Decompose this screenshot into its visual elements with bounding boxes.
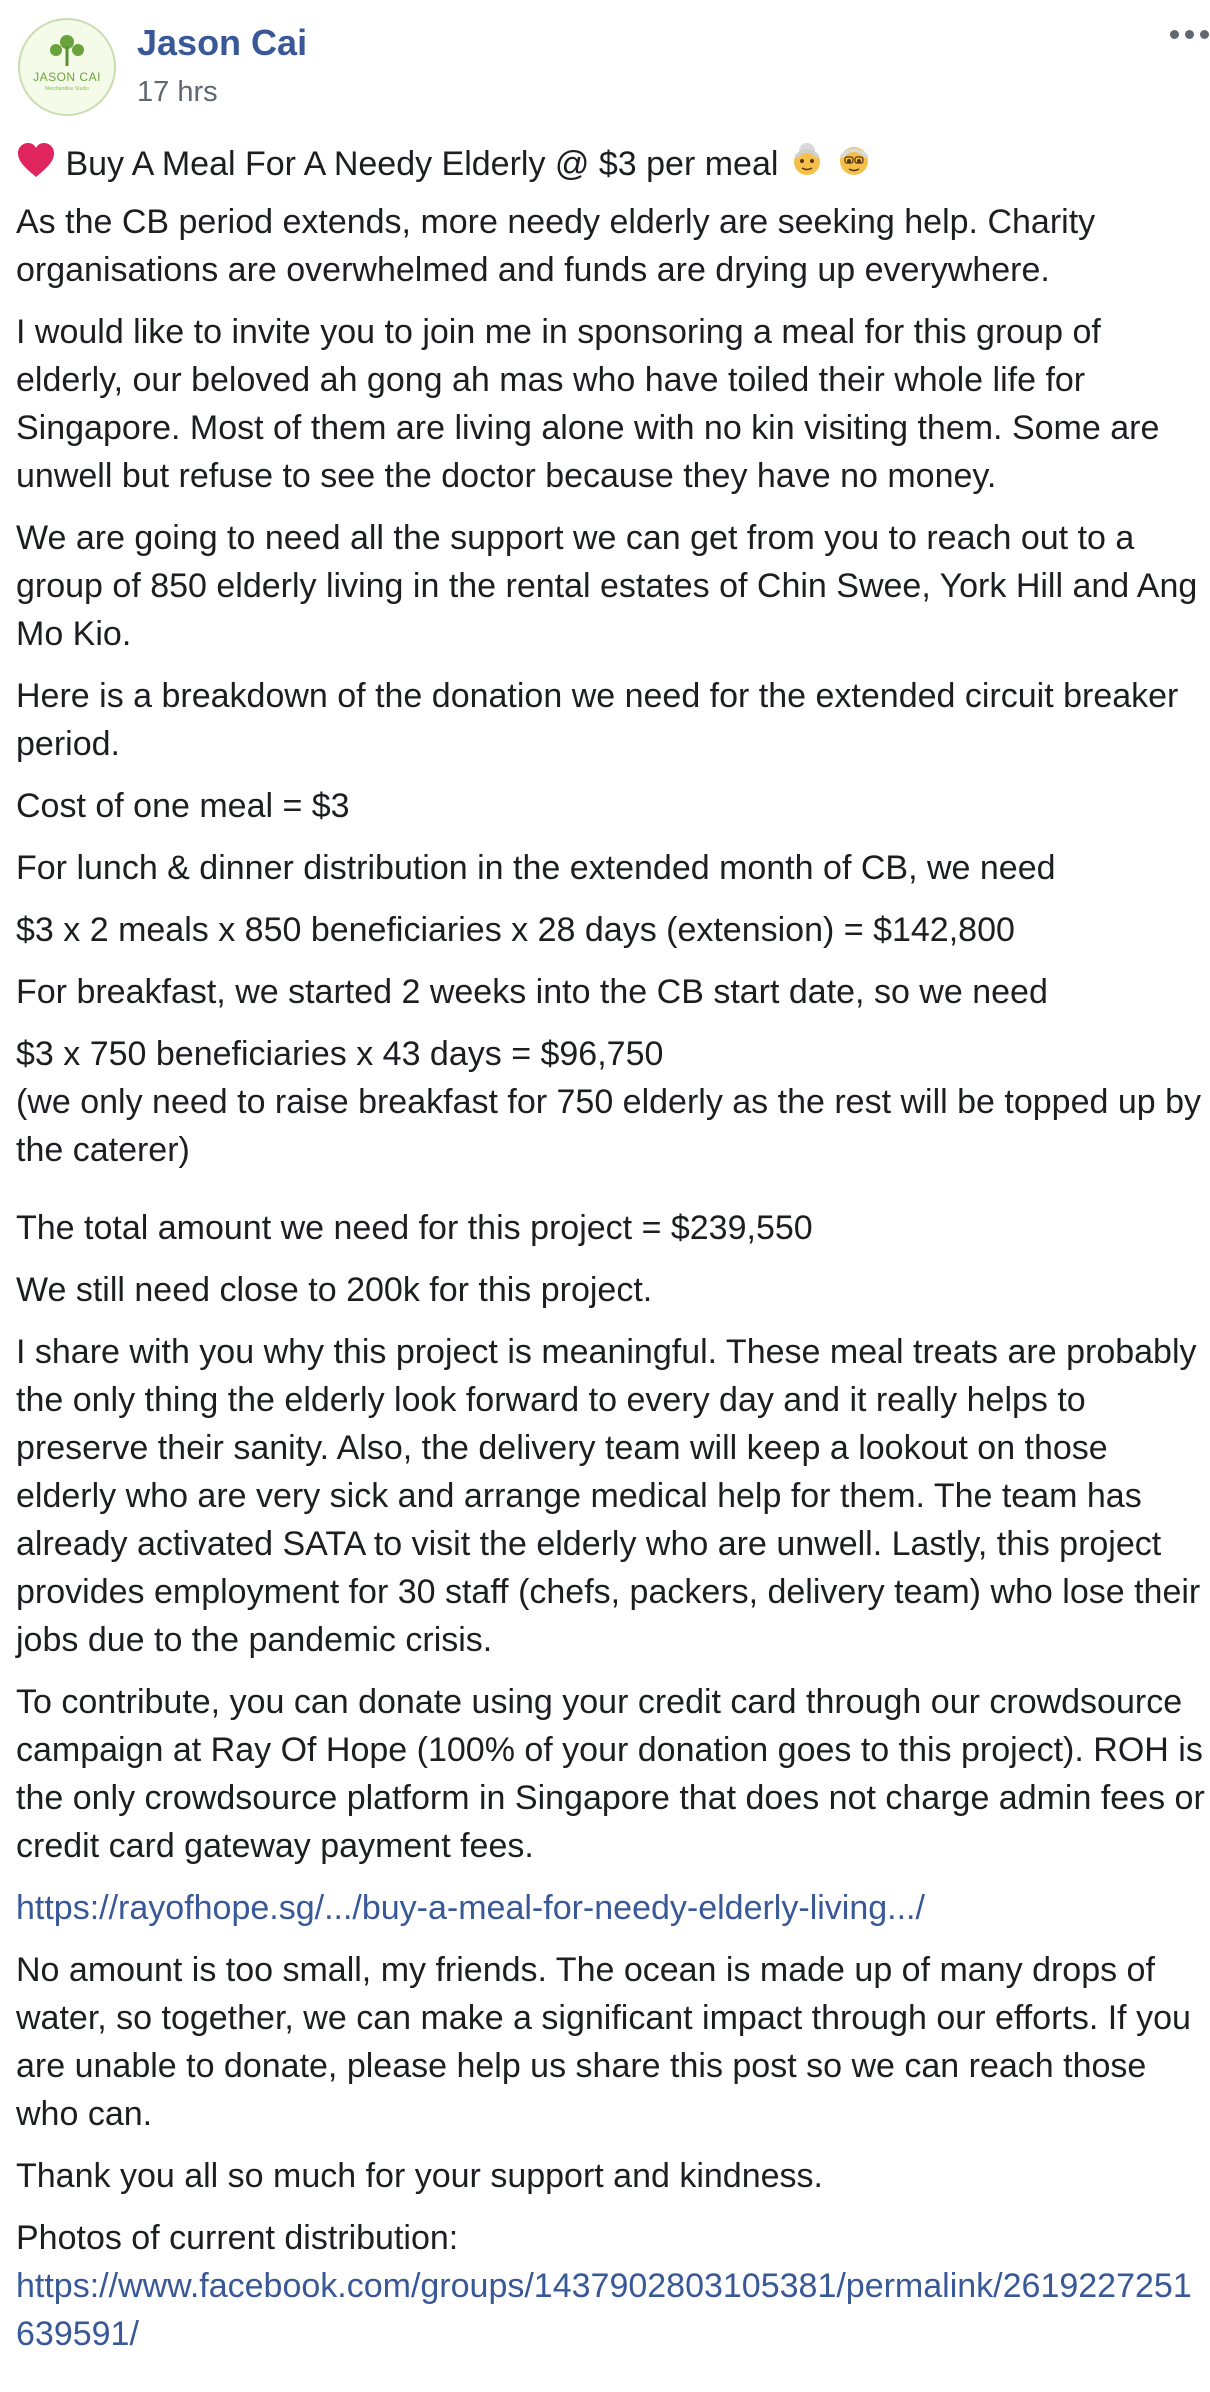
tree-logo-icon bbox=[20, 20, 114, 114]
paragraph-still-need: We still need close to 200k for this project. bbox=[16, 1270, 653, 1309]
paragraph-thank-you: Thank you all so much for your support and kindness. bbox=[16, 2156, 823, 2195]
red-heart-icon bbox=[16, 141, 56, 192]
paragraph-rayofhope-link bbox=[16, 1884, 1206, 1932]
avatar-text: JASON CAI bbox=[33, 70, 101, 84]
breakfast-calc-line: $3 x 750 beneficiaries x 43 days = $96,750 bbox=[16, 1034, 664, 1073]
post-title-line bbox=[16, 140, 1206, 192]
paragraph-contribute: To contribute, you can donate using your credit card through our crowdsource campaign at Ray Of Hope (100% of your donation goes to this project). ROH is the only crowdsource platform in Singapore that does not charge admin fees or credit card gateway payment fees. bbox=[16, 1682, 1205, 1865]
post-title: Buy A Meal For A Needy Elderly @ $3 per meal bbox=[65, 145, 779, 183]
photos-label: Photos of current distribution: bbox=[16, 2218, 459, 2257]
paragraph-no-amount: No amount is too small, my friends. The ocean is made up of many drops of water, so together, we can make a significant impact through our efforts. If you are unable to donate, please help us share this post so we can reach those who can. bbox=[16, 1950, 1191, 2133]
paragraph-meaningful: I share with you why this project is meaningful. These meal treats are probably the only thing the elderly look forward to every day and it really helps to preserve their sanity. Also, the delivery team will keep a lookout on those elderly who are very sick and arrange medical help for them. The team has already activated SATA to visit the elderly who are unwell. Lastly, this project provides employment for 30 staff (chefs, packers, delivery team) who lose their jobs due to the pandemic crisis. bbox=[16, 1332, 1201, 1659]
paragraph-photos bbox=[16, 2214, 1206, 2358]
paragraph-lunch-dinner: For lunch & dinner distribution in the extended month of CB, we need bbox=[16, 848, 1056, 887]
older-man-emoji bbox=[835, 141, 873, 192]
facebook-group-link[interactable]: https://www.facebook.com/groups/1437902803105381/permalink/2619227251639591/ bbox=[16, 2266, 1192, 2353]
post-body bbox=[16, 140, 1206, 2372]
paragraph-invite: I would like to invite you to join me in sponsoring a meal for this group of elderly, our beloved ah gong ah mas who have toiled their whole life for Singapore. Most of them are living alone with no kin visiting them. Some are unwell but refuse to see the doctor because they have no money. bbox=[16, 312, 1160, 495]
avatar-subtext: Merchandise Studio bbox=[44, 86, 90, 92]
more-options-icon[interactable] bbox=[1166, 14, 1210, 54]
paragraph-breakfast-calc bbox=[16, 1030, 1206, 1174]
paragraph-support: We are going to need all the support we can get from you to reach out to a group of 850 elderly living in the rental estates of Chin Swee, York Hill and Ang Mo Kio. bbox=[16, 518, 1198, 653]
post-timestamp[interactable]: 17 hrs bbox=[137, 76, 218, 108]
paragraph-lunch-dinner-calc: $3 x 2 meals x 850 beneficiaries x 28 days (extension) = $142,800 bbox=[16, 910, 1015, 949]
author-name-link[interactable]: Jason Cai bbox=[137, 22, 308, 63]
paragraph-breakfast: For breakfast, we started 2 weeks into the CB start date, so we need bbox=[16, 972, 1048, 1011]
paragraph-cb-period: As the CB period extends, more needy elderly are seeking help. Charity organisations are overwhelmed and funds are drying up everywhere. bbox=[16, 202, 1096, 289]
paragraph-breakdown: Here is a breakdown of the donation we need for the extended circuit breaker period. bbox=[16, 676, 1179, 763]
older-woman-emoji bbox=[788, 141, 826, 192]
avatar[interactable] bbox=[18, 18, 116, 116]
rayofhope-link[interactable]: https://rayofhope.sg/.../buy-a-meal-for-needy-elderly-living.../ bbox=[16, 1888, 925, 1927]
post-header bbox=[0, 0, 1210, 130]
paragraph-meal-cost: Cost of one meal = $3 bbox=[16, 786, 350, 825]
breakfast-note: (we only need to raise breakfast for 750 elderly as the rest will be topped up by the caterer) bbox=[16, 1082, 1202, 1169]
paragraph-total: The total amount we need for this project = $239,550 bbox=[16, 1208, 813, 1247]
